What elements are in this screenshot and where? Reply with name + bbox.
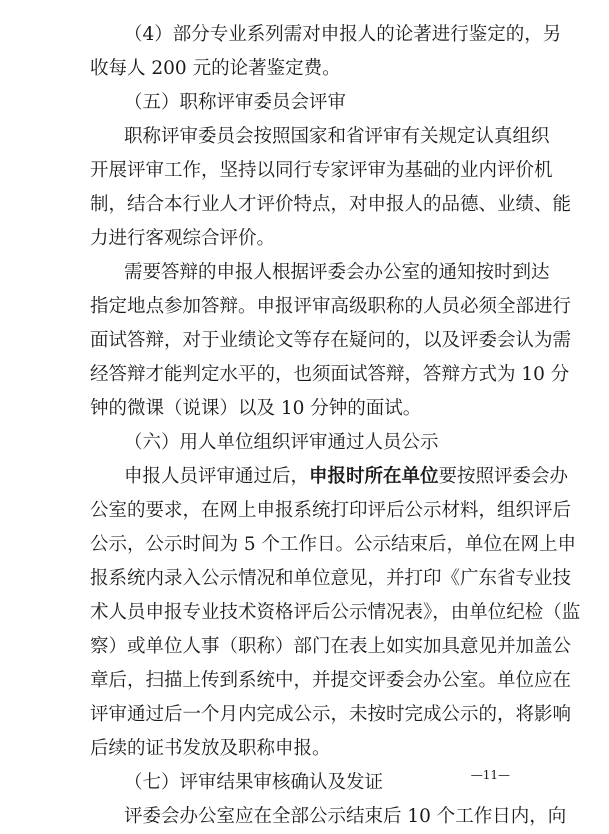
section-7-line-1: 评委会办公室应在全部公示结束后 10 个工作日内，向: [124, 806, 567, 827]
section-5-paragraph-1-line-2: 开展评审工作，坚持以同行专家评审为基础的业内评价机: [90, 160, 553, 181]
section-5-paragraph-1-line-3: 制，结合本行业人才评价特点，对申报人的品德、业绩、能: [90, 194, 572, 215]
section-6-line-4: 报系统内录入公示情况和单位意见，并打印《广东省专业技: [90, 568, 572, 589]
section-6-heading: （六）用人单位组织评审通过人员公示: [124, 432, 439, 453]
section-6-line-9: 后续的证书发放及职称申报。: [90, 738, 331, 759]
section-5-paragraph-2-line-1: 需要答辩的申报人根据评委会办公室的通知按时到达: [124, 262, 550, 283]
note-4-line-1: （4）部分专业系列需对申报人的论著进行鉴定的，另: [124, 24, 562, 45]
section-5-paragraph-2-line-5: 钟的微课（说课）以及 10 分钟的面试。: [90, 398, 422, 419]
note-4-line-2: 收每人 200 元的论著鉴定费。: [90, 58, 341, 79]
section-6-line-1-prefix: 申报人员评审通过后，: [124, 466, 310, 487]
section-6-line-5: 术人员申报专业技术资格评后公示情况表》，由单位纪检（监: [90, 602, 581, 623]
section-6-line-1-suffix: 要按照评委会办: [438, 466, 569, 487]
section-6-line-3: 公示，公示时间为 5 个工作日。公示结束后，单位在网上申: [90, 534, 577, 555]
submission-unit-emphasis: 申报时所在单位: [309, 466, 439, 487]
section-6-line-8: 评审通过后一个月内完成公示，未按时完成公示的，将影响: [90, 704, 572, 725]
section-5-paragraph-1-line-1: 职称评审委员会按照国家和省评审有关规定认真组织: [124, 126, 550, 147]
section-5-paragraph-2-line-2: 指定地点参加答辩。申报评审高级职称的人员必须全部进行: [90, 296, 572, 317]
section-7-heading: （七）评审结果审核确认及发证: [124, 772, 384, 793]
section-6-line-6: 察）或单位人事（职称）部门在表上如实加具意见并加盖公: [90, 636, 572, 657]
section-6-line-2: 公室的要求，在网上申报系统打印评后公示材料，组织评后: [90, 500, 572, 521]
section-5-paragraph-2-line-4: 经答辩才能判定水平的，也须面试答辩，答辩方式为 10 分: [90, 364, 570, 385]
section-6-line-7: 章后，扫描上传到系统中，并提交评委会办公室。单位应在: [90, 670, 572, 691]
section-5-heading: （五）职称评审委员会评审: [124, 92, 347, 113]
section-6-line-1: [124, 460, 569, 494]
page-number: —11—: [470, 768, 510, 782]
section-5-paragraph-2-line-3: 面试答辩，对于业绩论文等存在疑问的，以及评委会认为需: [90, 330, 572, 351]
section-5-paragraph-1-line-4: 力进行客观综合评价。: [90, 228, 276, 249]
